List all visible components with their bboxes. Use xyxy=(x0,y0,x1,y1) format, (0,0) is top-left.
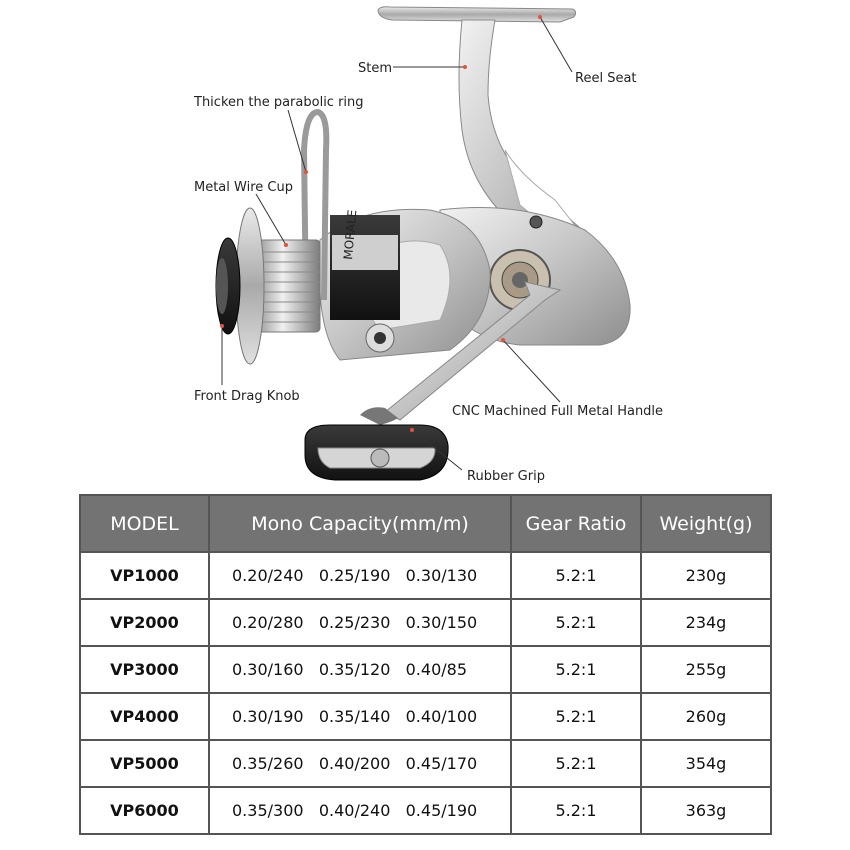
rubber-grip xyxy=(305,425,448,480)
callout-reel-seat: Reel Seat xyxy=(575,71,637,86)
cell-gear: 5.2:1 xyxy=(511,740,641,787)
callout-wire-cup: Metal Wire Cup xyxy=(194,180,293,195)
table-header-row xyxy=(80,495,771,552)
callout-drag-knob: Front Drag Knob xyxy=(194,389,300,404)
cell-gear: 5.2:1 xyxy=(511,599,641,646)
spec-table xyxy=(79,494,772,835)
cell-weight: 260g xyxy=(641,693,771,740)
cell-weight: 255g xyxy=(641,646,771,693)
table-row xyxy=(80,787,771,834)
cell-model: VP6000 xyxy=(80,787,209,834)
reel-brand-text: MORALE xyxy=(341,209,360,261)
cell-mono: 0.20/240 0.25/190 0.30/130 xyxy=(209,552,511,599)
header-weight: Weight(g) xyxy=(641,495,771,552)
table-row xyxy=(80,552,771,599)
cell-mono: 0.35/260 0.40/200 0.45/170 xyxy=(209,740,511,787)
cell-mono: 0.35/300 0.40/240 0.45/190 xyxy=(209,787,511,834)
cell-gear: 5.2:1 xyxy=(511,693,641,740)
callout-parabolic-ring: Thicken the parabolic ring xyxy=(194,95,364,110)
callout-handle: CNC Machined Full Metal Handle xyxy=(452,404,664,419)
header-mono-capacity: Mono Capacity(mm/m) xyxy=(209,495,511,552)
cell-model: VP5000 xyxy=(80,740,209,787)
cell-gear: 5.2:1 xyxy=(511,552,641,599)
reel-rotor xyxy=(319,209,490,360)
cell-model: VP3000 xyxy=(80,646,209,693)
cell-weight: 354g xyxy=(641,740,771,787)
cell-weight: 234g xyxy=(641,599,771,646)
cell-weight: 363g xyxy=(641,787,771,834)
table-row xyxy=(80,693,771,740)
front-drag-knob xyxy=(216,238,240,334)
cell-gear: 5.2:1 xyxy=(511,787,641,834)
table-row xyxy=(80,646,771,693)
callout-grip: Rubber Grip xyxy=(467,469,545,484)
cell-model: VP4000 xyxy=(80,693,209,740)
cell-mono: 0.30/190 0.35/140 0.40/100 xyxy=(209,693,511,740)
header-model: MODEL xyxy=(80,495,209,552)
cell-gear: 5.2:1 xyxy=(511,646,641,693)
cell-model: VP1000 xyxy=(80,552,209,599)
table-row xyxy=(80,599,771,646)
cell-weight: 230g xyxy=(641,552,771,599)
table-row xyxy=(80,740,771,787)
cell-model: VP2000 xyxy=(80,599,209,646)
cell-mono: 0.30/160 0.35/120 0.40/85 xyxy=(209,646,511,693)
callout-stem: Stem xyxy=(358,61,393,76)
cell-mono: 0.20/280 0.25/230 0.30/150 xyxy=(209,599,511,646)
header-gear-ratio: Gear Ratio xyxy=(511,495,641,552)
